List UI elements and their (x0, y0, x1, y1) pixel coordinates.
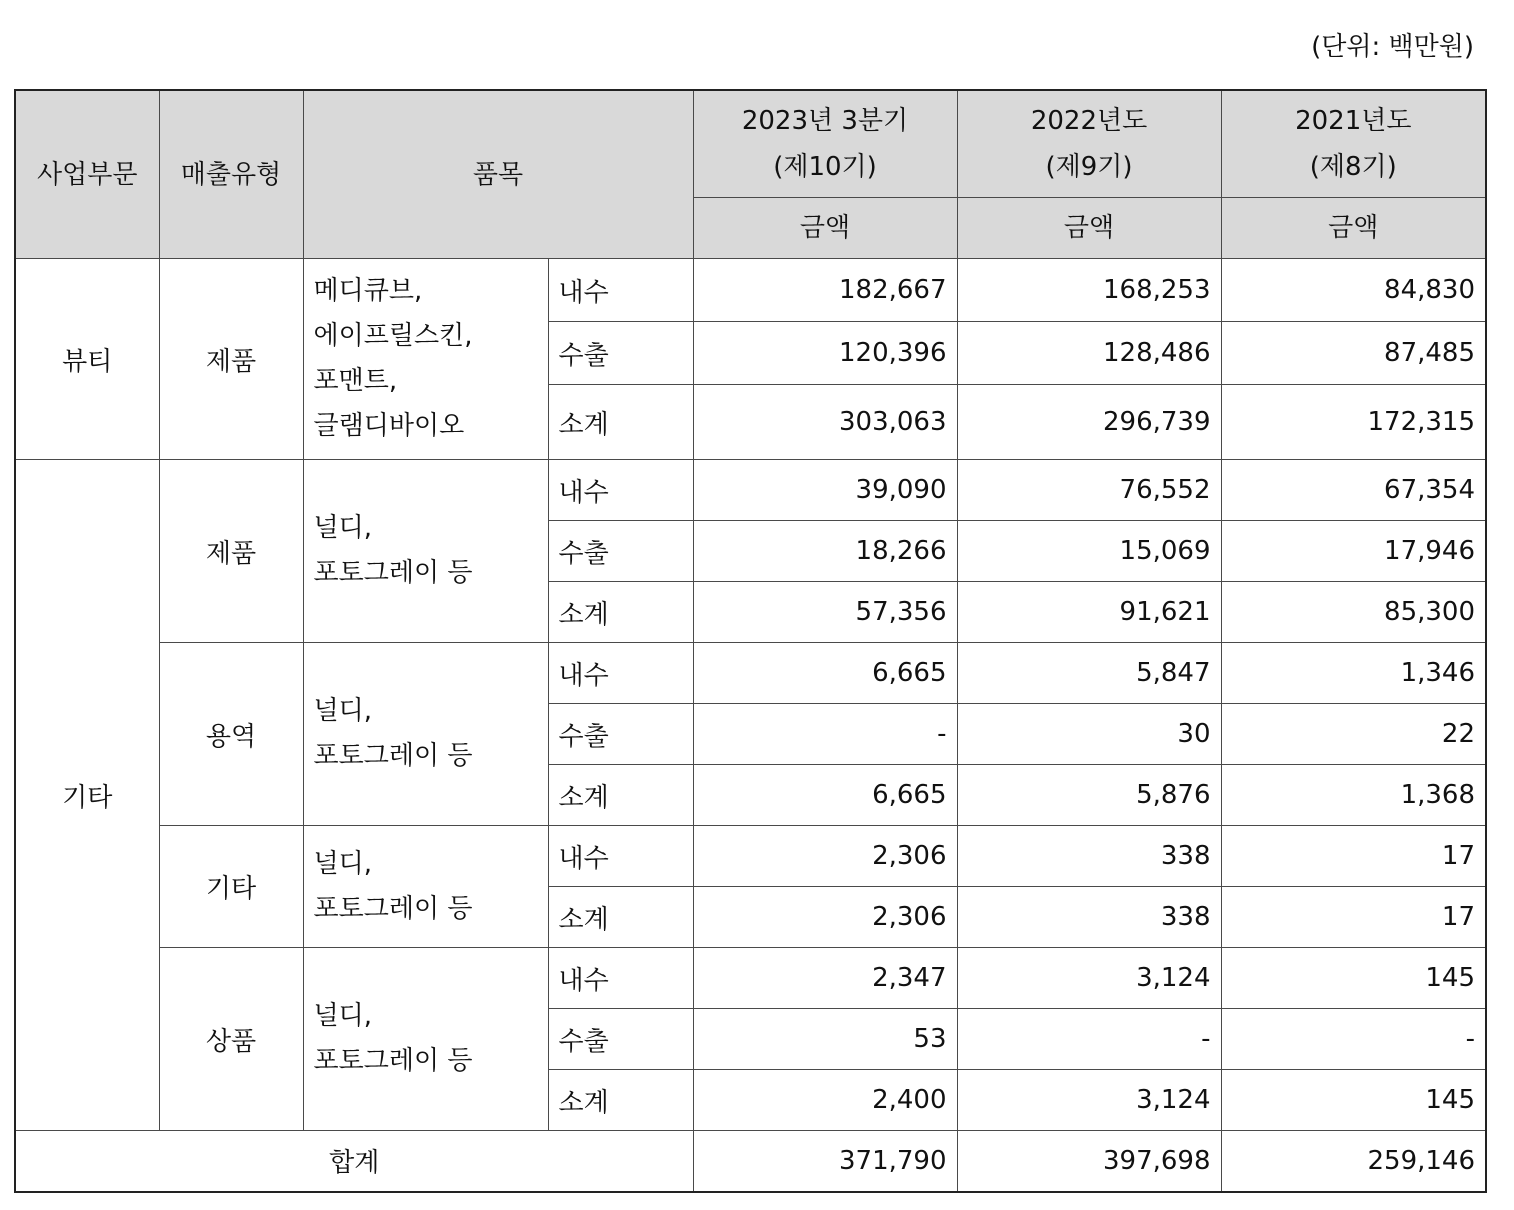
unit-note: (단위: 백만원) (1311, 32, 1474, 62)
sales-table (14, 89, 1487, 1193)
amount-cell: 84,830 (1221, 259, 1486, 322)
amount-cell: 128,486 (957, 322, 1221, 385)
amount-cell: 18,266 (693, 521, 957, 582)
row-label: 내수 (548, 643, 693, 704)
row-label: 수출 (548, 1009, 693, 1070)
period-term: (제9기) (1045, 152, 1133, 182)
amount-cell: 1,368 (1221, 765, 1486, 826)
table-row (15, 948, 1486, 1009)
segment-cell: 뷰티 (15, 259, 159, 460)
total-amount-cell: 371,790 (693, 1131, 957, 1192)
item-name: 널디, (313, 1001, 372, 1031)
amount-cell: 67,354 (1221, 460, 1486, 521)
header-period-2023q3 (693, 90, 957, 198)
period-term: (제10기) (773, 152, 877, 182)
item-name: 널디, (313, 848, 372, 879)
segment-cell: 기타 (15, 460, 159, 1131)
amount-cell: 85,300 (1221, 582, 1486, 643)
total-row (15, 1131, 1486, 1192)
header-amount: 금액 (1221, 198, 1486, 259)
amount-cell: 303,063 (693, 385, 957, 460)
table-row (15, 259, 1486, 322)
header-period-2022 (957, 90, 1221, 198)
amount-cell: 145 (1221, 948, 1486, 1009)
row-label: 소계 (548, 1070, 693, 1131)
amount-cell: 3,124 (957, 1070, 1221, 1131)
items-cell (303, 826, 548, 948)
header-amount: 금액 (957, 198, 1221, 259)
amount-cell: 5,847 (957, 643, 1221, 704)
item-name: 널디, (313, 513, 372, 543)
amount-cell: 296,739 (957, 385, 1221, 460)
row-label: 수출 (548, 521, 693, 582)
amount-cell: 30 (957, 704, 1221, 765)
amount-cell: 57,356 (693, 582, 957, 643)
type-cell: 상품 (159, 948, 303, 1131)
row-label: 내수 (548, 948, 693, 1009)
item-name: 포맨트, (313, 366, 398, 396)
period-label: 2021년도 (1295, 106, 1412, 136)
item-name: 포토그레이 등 (313, 1046, 473, 1076)
amount-cell: 172,315 (1221, 385, 1486, 460)
header-segment: 사업부문 (15, 90, 159, 259)
amount-cell: 1,346 (1221, 643, 1486, 704)
amount-cell: 338 (957, 887, 1221, 948)
type-cell: 제품 (159, 460, 303, 643)
row-label: 수출 (548, 704, 693, 765)
amount-cell: 17 (1221, 887, 1486, 948)
amount-cell: 39,090 (693, 460, 957, 521)
amount-cell: 2,400 (693, 1070, 957, 1131)
amount-cell: 120,396 (693, 322, 957, 385)
amount-cell: 2,306 (693, 887, 957, 948)
type-cell: 용역 (159, 643, 303, 826)
row-label: 소계 (548, 385, 693, 460)
header-item: 품목 (303, 90, 693, 259)
item-name: 에이프릴스킨, (313, 321, 473, 351)
item-name: 포토그레이 등 (313, 741, 473, 771)
row-label: 소계 (548, 765, 693, 826)
period-term: (제8기) (1309, 152, 1397, 182)
row-label: 수출 (548, 322, 693, 385)
type-cell: 제품 (159, 259, 303, 460)
amount-cell: 145 (1221, 1070, 1486, 1131)
amount-cell: 338 (957, 826, 1221, 887)
amount-cell: 15,069 (957, 521, 1221, 582)
period-label: 2022년도 (1030, 106, 1148, 136)
row-label: 내수 (548, 460, 693, 521)
items-cell (303, 948, 548, 1131)
item-name: 포토그레이 등 (313, 558, 473, 588)
row-label: 내수 (548, 826, 693, 887)
header-period-2021 (1221, 90, 1486, 198)
type-cell: 기타 (159, 826, 303, 948)
amount-cell: - (957, 1009, 1221, 1070)
amount-cell: 87,485 (1221, 322, 1486, 385)
row-label: 소계 (548, 582, 693, 643)
amount-cell: 2,306 (693, 826, 957, 887)
amount-cell: 5,876 (957, 765, 1221, 826)
items-cell (303, 643, 548, 826)
period-label: 2023년 3분기 (741, 106, 909, 136)
item-name: 글램디바이오 (313, 411, 465, 441)
table-row (15, 826, 1486, 887)
row-label: 소계 (548, 887, 693, 948)
amount-cell: 17 (1221, 826, 1486, 887)
items-cell (303, 460, 548, 643)
amount-cell: 6,665 (693, 643, 957, 704)
amount-cell: 6,665 (693, 765, 957, 826)
table-row (15, 460, 1486, 521)
amount-cell: 17,946 (1221, 521, 1486, 582)
header-sales-type: 매출유형 (159, 90, 303, 259)
amount-cell: 2,347 (693, 948, 957, 1009)
items-cell (303, 259, 548, 460)
amount-cell: 182,667 (693, 259, 957, 322)
item-name: 메디큐브, (313, 276, 423, 306)
item-name: 널디, (313, 696, 372, 726)
total-amount-cell: 259,146 (1221, 1131, 1486, 1192)
amount-cell: 53 (693, 1009, 957, 1070)
total-amount-cell: 397,698 (957, 1131, 1221, 1192)
item-name: 포토그레이 등 (313, 893, 473, 924)
table-row (15, 643, 1486, 704)
row-label: 내수 (548, 259, 693, 322)
amount-cell: 76,552 (957, 460, 1221, 521)
amount-cell: 168,253 (957, 259, 1221, 322)
header-amount: 금액 (693, 198, 957, 259)
header-row (15, 90, 1486, 198)
amount-cell: - (693, 704, 957, 765)
amount-cell: 3,124 (957, 948, 1221, 1009)
amount-cell: 22 (1221, 704, 1486, 765)
total-label: 합계 (15, 1131, 693, 1192)
amount-cell: 91,621 (957, 582, 1221, 643)
amount-cell: - (1221, 1009, 1486, 1070)
